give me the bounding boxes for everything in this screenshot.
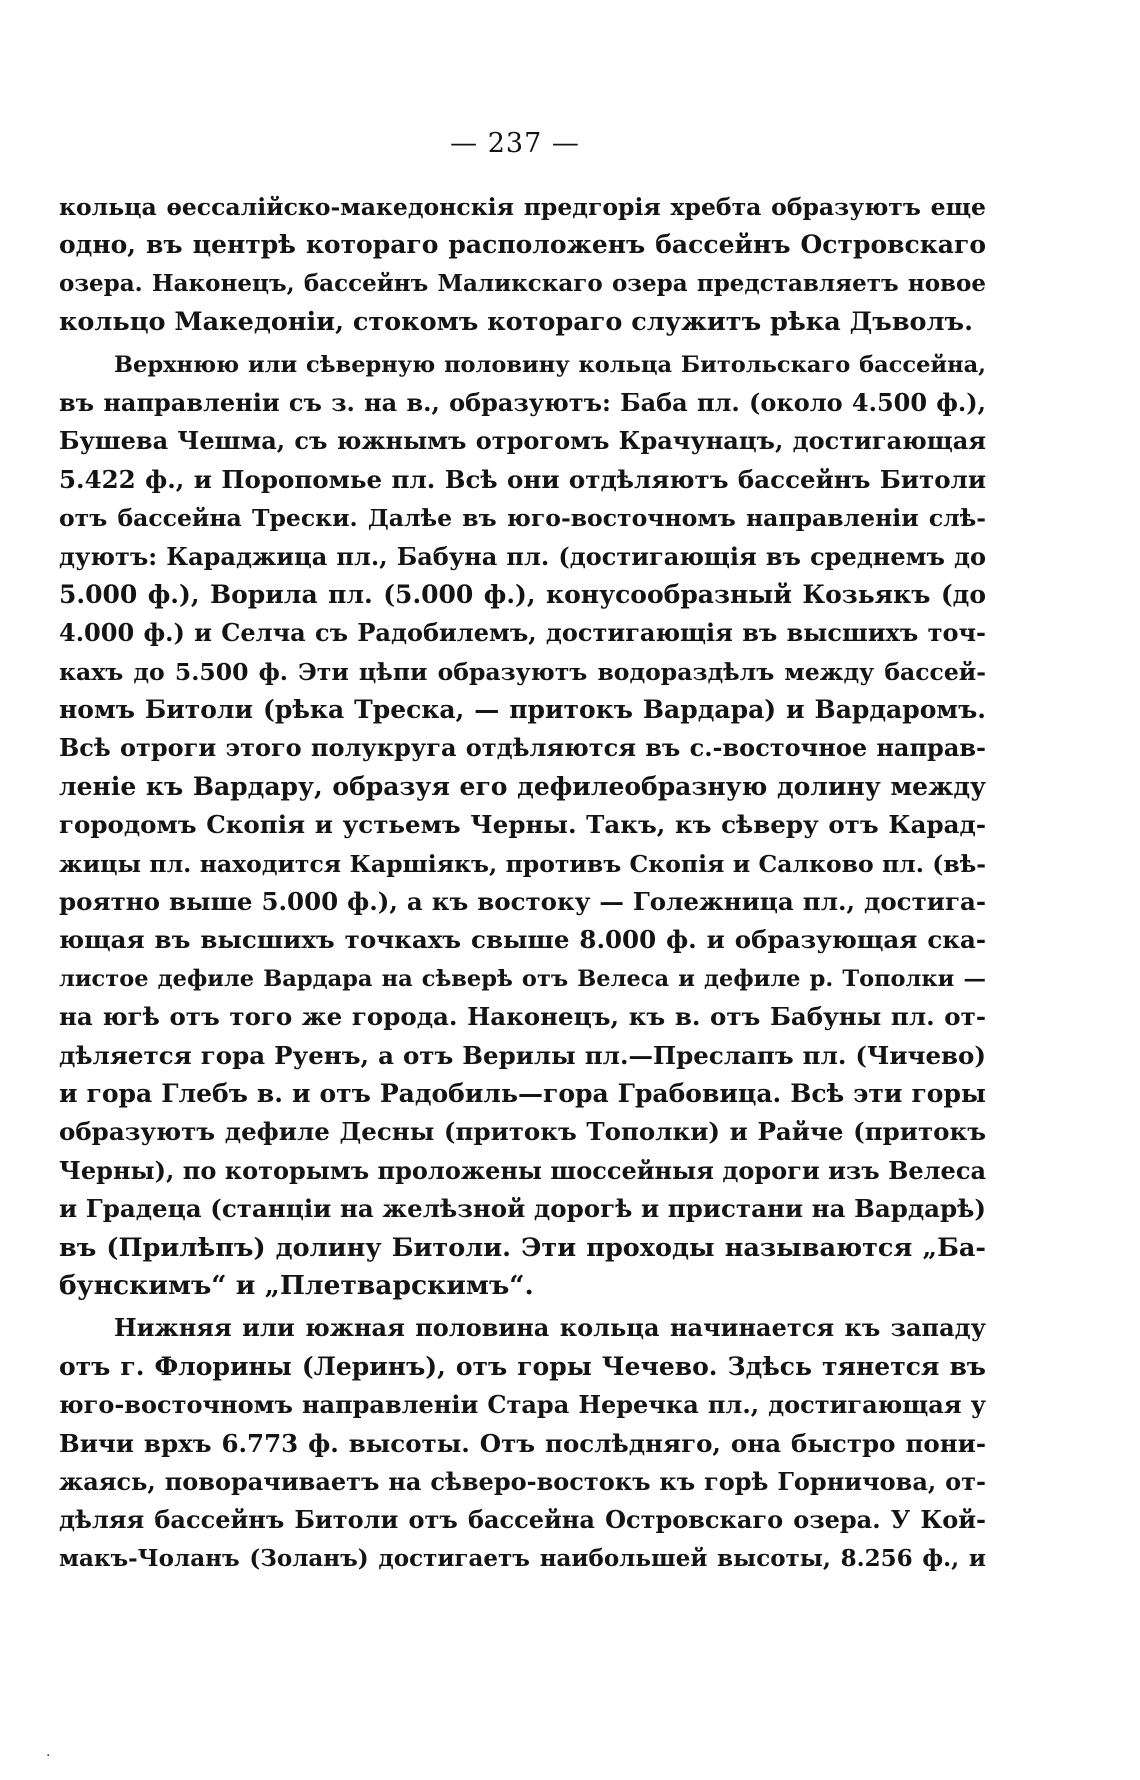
text-line: озера. Наконецъ, бассейнъ Маликскаго озера представляетъ новое <box>59 269 986 297</box>
text-line: дѣляется гора Руенъ, а отъ Верилы пл.—Преслапъ пл. (Чичево) <box>59 1040 986 1070</box>
text-line: Черны), по которымъ проложены шоссейныя дороги изъ Велеса <box>59 1155 986 1185</box>
text-line: юго-восточномъ направленіи Стара Неречка пл., достигающая у <box>59 1390 986 1420</box>
text-line: Нижняя или южная половина кольца начинается къ западу <box>114 1313 986 1343</box>
text-line: жицы пл. находится Каршіякъ, противъ Скопія и Салково пл. (вѣ- <box>59 849 986 878</box>
text-line: 5.422 ф., и Поропомье пл. Всѣ они отдѣляютъ бассейнъ Битоли <box>59 464 986 494</box>
text-line: жаясь, поворачиваетъ на сѣверо-востокъ къ горѣ Горничова, от- <box>59 1466 986 1496</box>
text-line: макъ-Чоланъ (Золанъ) достигаетъ наибольшей высоты, 8.256 ф., и <box>59 1544 986 1572</box>
text-line: номъ Битоли (рѣка Треска, — притокъ Вардара) и Вардаромъ. <box>59 695 986 725</box>
text-line: кахъ до 5.500 ф. Эти цѣпи образуютъ водораздѣлъ между бассей- <box>59 657 986 686</box>
paragraph-2 <box>59 346 986 1306</box>
text-line: отъ бассейна Трески. Далѣе въ юго-восточномъ направленіи слѣ- <box>59 504 986 533</box>
text-line: и Градеца (станціи на желѣзной дорогѣ и пристани на Вардарѣ) <box>59 1194 986 1224</box>
text-line: отъ г. Флорины (Леринъ), отъ горы Чечево. Здѣсь тянется въ <box>59 1351 986 1381</box>
text-line: бунскимъ“ и „Плетварскимъ“. <box>59 1269 534 1301</box>
text-line: одно, въ центрѣ котораго расположенъ бассейнъ Островскаго <box>59 230 986 260</box>
text-line: 5.000 ф.), Ворила пл. (5.000 ф.), конусообразный Козьякъ (до <box>59 579 986 609</box>
text-line: городомъ Скопія и устьемъ Черны. Такъ, къ сѣверу отъ Карад- <box>59 810 986 840</box>
text-line: кольцо Македоніи, стокомъ котораго служитъ рѣка Дъволъ. <box>59 307 973 338</box>
text-line: Всѣ отроги этого полукруга отдѣляются въ с.-восточное направ- <box>59 733 986 763</box>
text-line: леніе къ Вардару, образуя его дефилеобразную долину между <box>59 771 986 801</box>
text-line: листое дефиле Вардара на сѣверѣ отъ Велеса и дефиле р. Тополки — <box>59 965 986 992</box>
text-line: въ направленіи съ з. на в., образуютъ: Баба пл. (около 4.500 ф.), <box>59 387 986 417</box>
text-line: Вичи врхъ 6.773 ф. высоты. Отъ послѣдняго, она быстро пони- <box>59 1428 986 1458</box>
paragraph-3 <box>59 1309 986 1578</box>
text-line: Верхнюю или сѣверную половину кольца Битольскаго бассейна, <box>114 351 986 378</box>
text-line: въ (Прилѣпъ) долину Битоли. Эти проходы называются „Ба- <box>59 1232 986 1263</box>
text-line: роятно выше 5.000 ф.), а къ востоку — Голежница пл., достига- <box>59 887 986 917</box>
text-line: ющая въ высшихъ точкахъ свыше 8.000 ф. и образующая ска- <box>59 925 986 955</box>
text-line: 4.000 ф.) и Селча съ Радобилемъ, достигающія въ высшихъ точ- <box>59 618 986 648</box>
text-line: и гора Глебъ в. и отъ Радобиль—гора Грабовица. Всѣ эти горы <box>59 1078 986 1108</box>
text-line: дѣляя бассейнъ Битоли отъ бассейна Островскаго озера. У Кой- <box>59 1505 986 1535</box>
paragraph-1 <box>59 188 986 342</box>
margin-mark: · <box>46 1748 51 1764</box>
page-number: — 237 — <box>450 128 580 159</box>
text-line: дуютъ: Караджица пл., Бабуна пл. (достигающія въ среднемъ до <box>59 541 986 571</box>
body-text <box>59 188 986 1578</box>
text-line: образуютъ дефиле Десны (притокъ Тополки) и Райче (притокъ <box>59 1117 986 1147</box>
text-line: на югѣ отъ того же города. Наконецъ, къ в. отъ Бабуны пл. от- <box>59 1002 986 1032</box>
text-line: Бушева Чешма, съ южнымъ отрогомъ Крачунацъ, достигающая <box>59 426 986 456</box>
text-line: кольца ѳессалійско-македонскія предгорія хребта образуютъ еще <box>59 193 986 221</box>
